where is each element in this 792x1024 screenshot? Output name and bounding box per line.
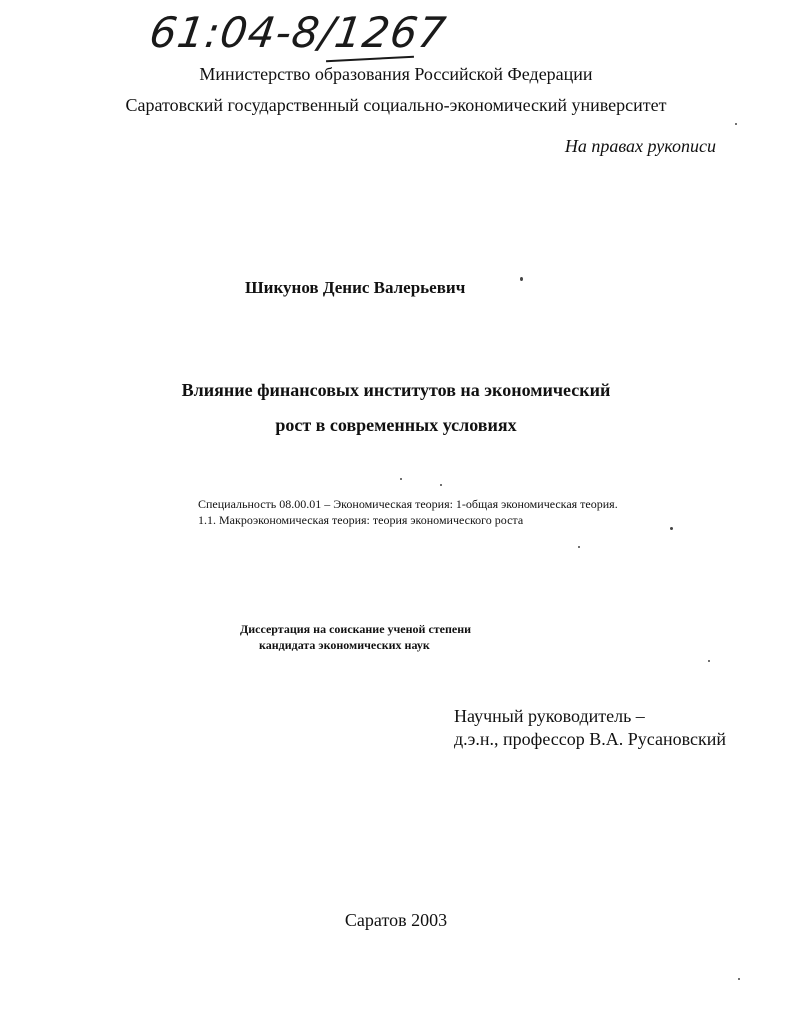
- scan-speck: [735, 123, 737, 125]
- scan-speck: [520, 277, 523, 281]
- author-name: Шикунов Денис Валерьевич: [245, 278, 466, 297]
- dissertation-degree-line-1: Диссертация на соискание ученой степени: [240, 622, 472, 636]
- thesis-title-line-2: рост в современных условиях: [275, 415, 517, 435]
- scan-speck: [440, 484, 442, 486]
- dissertation-degree-line-2: кандидата экономических наук: [259, 638, 430, 652]
- archive-stamp-number: 61:04-8/1267: [146, 8, 450, 57]
- scan-speck: [400, 478, 402, 480]
- thesis-title-line-1: Влияние финансовых институтов на экономический: [181, 380, 611, 400]
- university-name: Саратовский государственный социально-экономический университет: [125, 95, 667, 115]
- advisor-name: д.э.н., профессор В.А. Русановский: [454, 729, 726, 749]
- scan-speck: [738, 978, 740, 980]
- advisor-label: Научный руководитель –: [454, 706, 645, 726]
- specialty-line-2: 1.1. Макроэкономическая теория: теория экономического роста: [198, 513, 524, 527]
- manuscript-note: На правах рукописи: [564, 136, 716, 156]
- scan-speck: [670, 527, 673, 530]
- scan-speck: [578, 546, 580, 548]
- specialty-line-1: Специальность 08.00.01 – Экономическая теория: 1-общая экономическая теория.: [198, 497, 618, 511]
- city-year: Саратов 2003: [344, 910, 448, 930]
- ministry-name: Министерство образования Российской Федерации: [199, 64, 593, 84]
- scan-speck: [708, 660, 710, 662]
